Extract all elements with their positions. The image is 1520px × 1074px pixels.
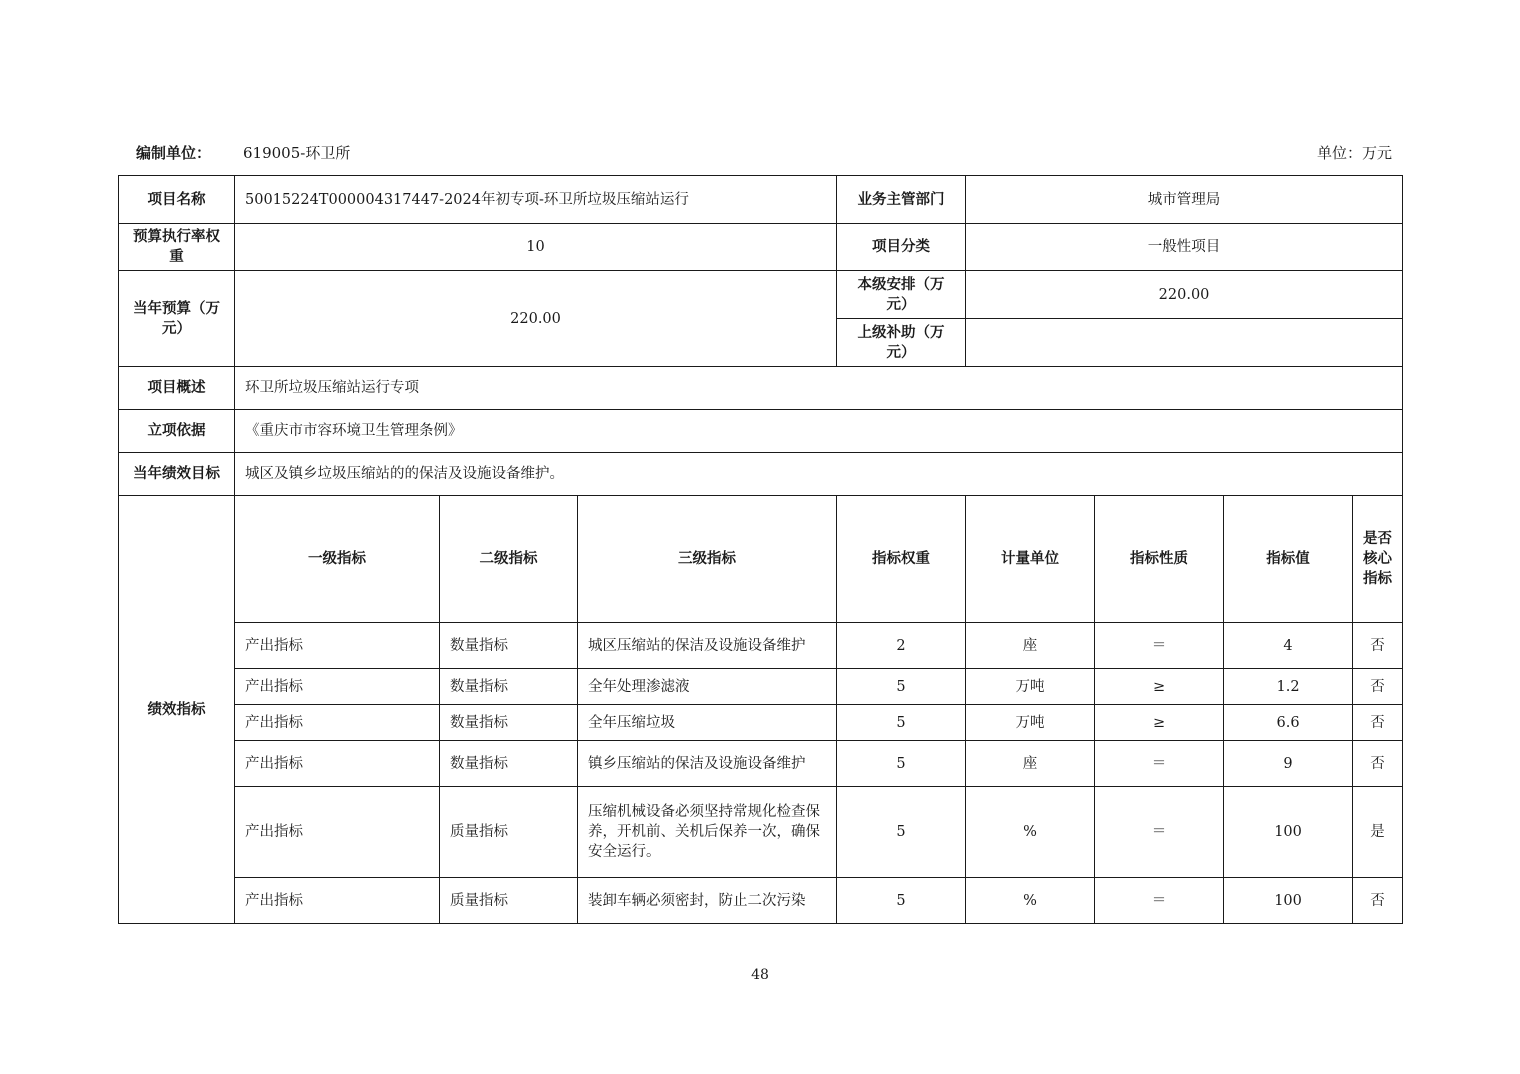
indicator-nature: ≥ [1095, 669, 1224, 705]
indicator-value: 1.2 [1224, 669, 1353, 705]
compile-unit-label: 编制单位： [136, 144, 212, 162]
header-level1: 一级指标 [235, 496, 440, 623]
local-label: 本级安排（万元） [837, 271, 966, 319]
project-name-label: 项目名称 [119, 176, 235, 224]
indicator-unit: % [966, 787, 1095, 878]
header-value: 指标值 [1224, 496, 1353, 623]
indicator-core: 是 [1353, 787, 1403, 878]
budget-label: 当年预算（万元） [119, 271, 235, 367]
row-exec-rate [119, 224, 1403, 271]
indicator-core: 否 [1353, 741, 1403, 787]
compile-unit [136, 142, 350, 163]
basis-value: 《重庆市市容环境卫生管理条例》 [235, 410, 1403, 453]
indicator-level1: 产出指标 [235, 741, 440, 787]
indicator-row [119, 878, 1403, 924]
indicator-weight: 5 [837, 787, 966, 878]
indicator-level1: 产出指标 [235, 705, 440, 741]
indicator-weight: 5 [837, 878, 966, 924]
indicator-core: 否 [1353, 878, 1403, 924]
indicator-row [119, 741, 1403, 787]
indicator-weight: 5 [837, 705, 966, 741]
indicator-value: 100 [1224, 878, 1353, 924]
goal-value: 城区及镇乡垃圾压缩站的的保洁及设施设备维护。 [235, 453, 1403, 496]
indicator-level3: 装卸车辆必须密封，防止二次污染 [578, 878, 837, 924]
indicator-unit: 万吨 [966, 705, 1095, 741]
row-project-name [119, 176, 1403, 224]
indicator-value: 9 [1224, 741, 1353, 787]
indicator-nature: ＝ [1095, 741, 1224, 787]
overview-value: 环卫所垃圾压缩站运行专项 [235, 367, 1403, 410]
exec-rate-value: 10 [235, 224, 837, 271]
indicator-level2: 数量指标 [440, 741, 578, 787]
indicator-level3: 压缩机械设备必须坚持常规化检查保养，开机前、关机后保养一次，确保安全运行。 [578, 787, 837, 878]
indicator-nature: ＝ [1095, 787, 1224, 878]
indicator-level2: 数量指标 [440, 623, 578, 669]
indicator-row [119, 669, 1403, 705]
local-value: 220.00 [966, 271, 1403, 319]
indicator-nature: ＝ [1095, 623, 1224, 669]
row-goal [119, 453, 1403, 496]
project-performance-table [118, 175, 1403, 924]
indicator-weight: 5 [837, 741, 966, 787]
indicator-core: 否 [1353, 705, 1403, 741]
budget-value: 220.00 [235, 271, 837, 367]
indicator-level1: 产出指标 [235, 878, 440, 924]
indicator-weight: 2 [837, 623, 966, 669]
category-label: 项目分类 [837, 224, 966, 271]
indicator-unit: % [966, 878, 1095, 924]
indicator-row [119, 787, 1403, 878]
currency-unit: 单位：万元 [1316, 144, 1392, 162]
header-level3: 三级指标 [578, 496, 837, 623]
header-unit: 计量单位 [966, 496, 1095, 623]
dept-label: 业务主管部门 [837, 176, 966, 224]
header-nature: 指标性质 [1095, 496, 1224, 623]
row-overview [119, 367, 1403, 410]
upper-value [966, 319, 1403, 367]
indicator-header-row [119, 496, 1403, 623]
indicator-unit: 万吨 [966, 669, 1095, 705]
header-weight: 指标权重 [837, 496, 966, 623]
indicator-row [119, 623, 1403, 669]
indicator-level2: 数量指标 [440, 669, 578, 705]
indicator-level1: 产出指标 [235, 623, 440, 669]
indicator-level1: 产出指标 [235, 669, 440, 705]
header-core: 是否核心指标 [1353, 496, 1403, 623]
category-value: 一般性项目 [966, 224, 1403, 271]
indicator-row [119, 705, 1403, 741]
exec-rate-label: 预算执行率权重 [119, 224, 235, 271]
indicators-label: 绩效指标 [119, 496, 235, 924]
indicator-core: 否 [1353, 669, 1403, 705]
indicator-unit: 座 [966, 623, 1095, 669]
indicator-level2: 质量指标 [440, 878, 578, 924]
indicator-level3: 镇乡压缩站的保洁及设施设备维护 [578, 741, 837, 787]
row-budget [119, 271, 1403, 319]
dept-value: 城市管理局 [966, 176, 1403, 224]
indicator-value: 4 [1224, 623, 1353, 669]
indicator-level1: 产出指标 [235, 787, 440, 878]
indicator-nature: ＝ [1095, 878, 1224, 924]
header-level2: 二级指标 [440, 496, 578, 623]
page-number: 48 [751, 967, 769, 983]
overview-label: 项目概述 [119, 367, 235, 410]
indicator-level2: 质量指标 [440, 787, 578, 878]
indicator-level3: 全年处理渗滤液 [578, 669, 837, 705]
indicator-nature: ≥ [1095, 705, 1224, 741]
upper-label: 上级补助（万元） [837, 319, 966, 367]
project-name-value: 50015224T000004317447-2024年初专项-环卫所垃圾压缩站运行 [235, 176, 837, 224]
basis-label: 立项依据 [119, 410, 235, 453]
row-basis [119, 410, 1403, 453]
indicator-core: 否 [1353, 623, 1403, 669]
indicator-unit: 座 [966, 741, 1095, 787]
indicator-weight: 5 [837, 669, 966, 705]
goal-label: 当年绩效目标 [119, 453, 235, 496]
indicator-value: 100 [1224, 787, 1353, 878]
compile-unit-value: 619005-环卫所 [243, 144, 351, 162]
indicator-level2: 数量指标 [440, 705, 578, 741]
indicator-level3: 城区压缩站的保洁及设施设备维护 [578, 623, 837, 669]
indicator-value: 6.6 [1224, 705, 1353, 741]
indicator-level3: 全年压缩垃圾 [578, 705, 837, 741]
